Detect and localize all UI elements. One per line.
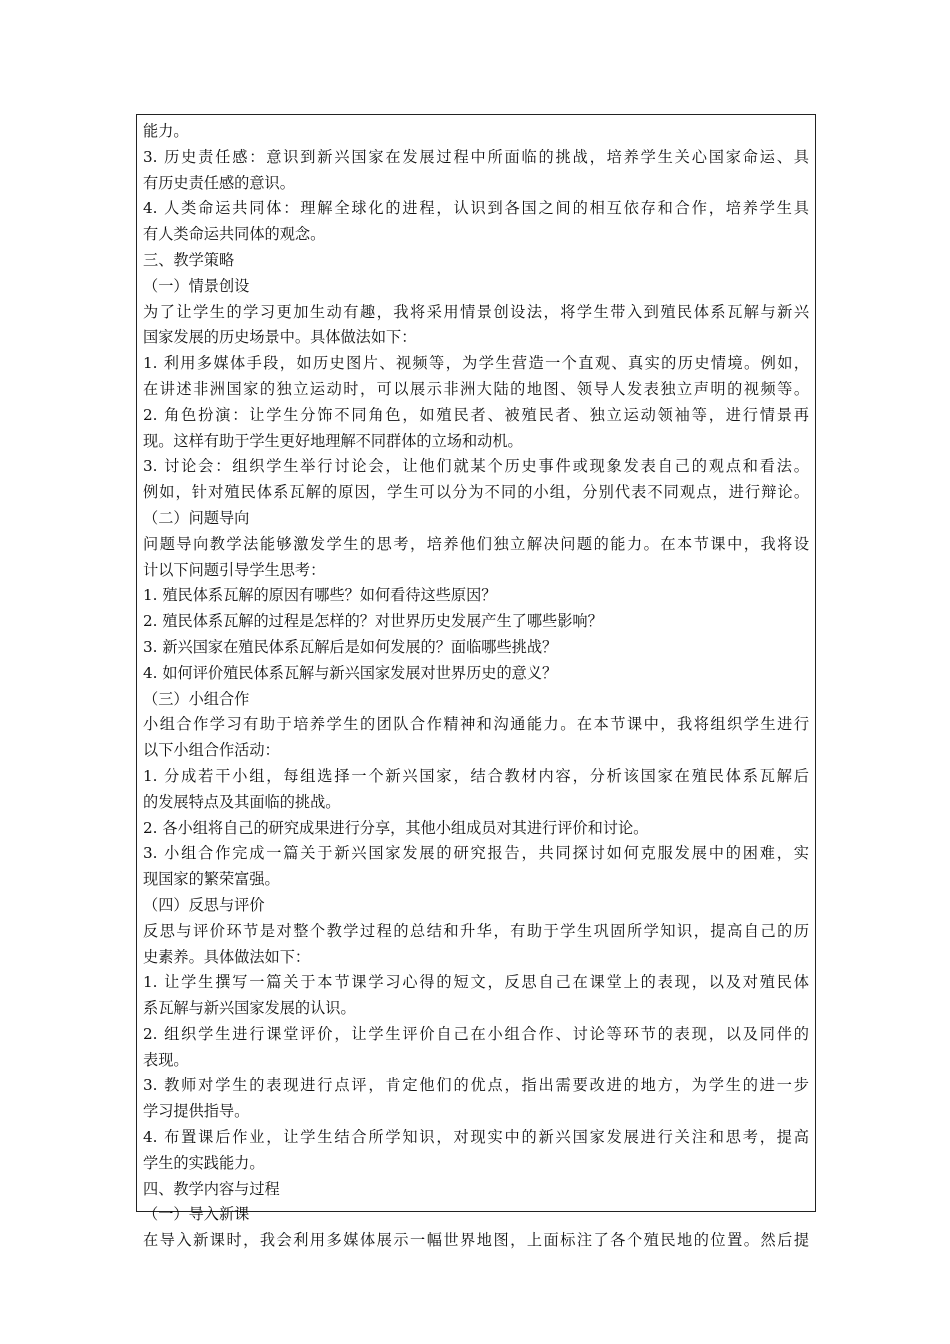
text-line: 4. 如何评价殖民体系瓦解与新兴国家发展对世界历史的意义？ xyxy=(143,663,558,682)
text-line: （四）反思与评价 xyxy=(143,895,265,914)
text-line: （一）导入新课 xyxy=(143,1205,250,1224)
text-line: 3. 历史责任感：意识到新兴国家在发展过程中所面临的挑战，培养学生关心国家命运、具 xyxy=(143,147,809,166)
text-line: 3. 讨论会：组织学生举行讨论会，让他们就某个历史事件或现象发表自己的观点和看法。 xyxy=(143,457,809,476)
document-table-cell xyxy=(136,114,816,1250)
text-line: （二）问题导向 xyxy=(143,508,250,527)
text-line: 能力。 xyxy=(143,122,189,140)
text-line: 现国家的繁荣富强。 xyxy=(143,870,280,889)
text-line: 四、教学内容与过程 xyxy=(143,1179,280,1198)
text-line: 反思与评价环节是对整个教学过程的总结和升华，有助于学生巩固所学知识，提高自己的历 xyxy=(143,921,809,940)
text-line: （一）情景创设 xyxy=(143,276,250,295)
text-line: 4. 布置课后作业，让学生结合所学知识，对现实中的新兴国家发展进行关注和思考，提高 xyxy=(143,1128,809,1147)
text-line: 2. 各小组将自己的研究成果进行分享，其他小组成员对其进行评价和讨论。 xyxy=(143,818,649,837)
text-line: 计以下问题引导学生思考： xyxy=(143,560,326,579)
text-line: 1. 让学生撰写一篇关于本节课学习心得的短文，反思自己在课堂上的表现，以及对殖民体 xyxy=(143,973,809,992)
text-line: 在讲述非洲国家的独立运动时，可以展示非洲大陆的地图、领导人发表独立声明的视频等。 xyxy=(143,379,809,398)
text-line: 1. 分成若干小组，每组选择一个新兴国家，结合教材内容，分析该国家在殖民体系瓦解后 xyxy=(143,766,809,785)
text-line: 史素养。具体做法如下： xyxy=(143,947,311,966)
text-line: 系瓦解与新兴国家发展的认识。 xyxy=(143,999,356,1018)
text-line: 有人类命运共同体的观念。 xyxy=(143,225,326,244)
text-line: 2. 角色扮演：让学生分饰不同角色，如殖民者、被殖民者、独立运动领袖等，进行情景再 xyxy=(143,405,809,424)
text-line: 1. 殖民体系瓦解的原因有哪些？如何看待这些原因？ xyxy=(143,586,497,605)
text-line: （三）小组合作 xyxy=(143,689,250,708)
text-line: 1. 利用多媒体手段，如历史图片、视频等，为学生营造一个直观、真实的历史情境。例如， xyxy=(143,354,809,373)
text-line: 例如，针对殖民体系瓦解的原因，学生可以分为不同的小组，分别代表不同观点，进行辩论。 xyxy=(143,483,809,502)
text-line: 学生的实践能力。 xyxy=(143,1153,265,1172)
text-line: 学习提供指导。 xyxy=(143,1102,250,1121)
text-line: 3. 教师对学生的表现进行点评，肯定他们的优点，指出需要改进的地方，为学生的进一步 xyxy=(143,1076,809,1095)
text-line: 表现。 xyxy=(143,1050,189,1069)
text-line: 3. 新兴国家在殖民体系瓦解后是如何发展的？面临哪些挑战？ xyxy=(143,637,558,656)
text-line: 3. 小组合作完成一篇关于新兴国家发展的研究报告，共同探讨如何克服发展中的困难，实 xyxy=(143,844,809,863)
text-line: 以下小组合作活动： xyxy=(143,741,280,760)
text-line: 小组合作学习有助于培养学生的团队合作精神和沟通能力。在本节课中，我将组织学生进行 xyxy=(143,715,809,734)
text-line: 的发展特点及其面临的挑战。 xyxy=(143,792,341,811)
text-line: 为了让学生的学习更加生动有趣，我将采用情景创设法，将学生带入到殖民体系瓦解与新兴 xyxy=(143,302,809,321)
text-line: 在导入新课时，我会利用多媒体展示一幅世界地图，上面标注了各个殖民地的位置。然后提 xyxy=(143,1231,809,1250)
text-line: 2. 殖民体系瓦解的过程是怎样的？对世界历史发展产生了哪些影响？ xyxy=(143,612,603,631)
text-line: 问题导向教学法能够激发学生的思考，培养他们独立解决问题的能力。在本节课中，我将设 xyxy=(143,534,809,553)
text-line: 2. 组织学生进行课堂评价，让学生评价自己在小组合作、讨论等环节的表现，以及同伴的 xyxy=(143,1024,809,1043)
text-line: 4. 人类命运共同体：理解全球化的进程，认识到各国之间的相互依存和合作，培养学生具 xyxy=(143,199,809,218)
text-line: 现。这样有助于学生更好地理解不同群体的立场和动机。 xyxy=(143,431,523,450)
text-line: 有历史责任感的意识。 xyxy=(143,173,295,192)
text-line: 三、教学策略 xyxy=(143,250,235,269)
text-line: 国家发展的历史场景中。具体做法如下： xyxy=(143,328,417,347)
